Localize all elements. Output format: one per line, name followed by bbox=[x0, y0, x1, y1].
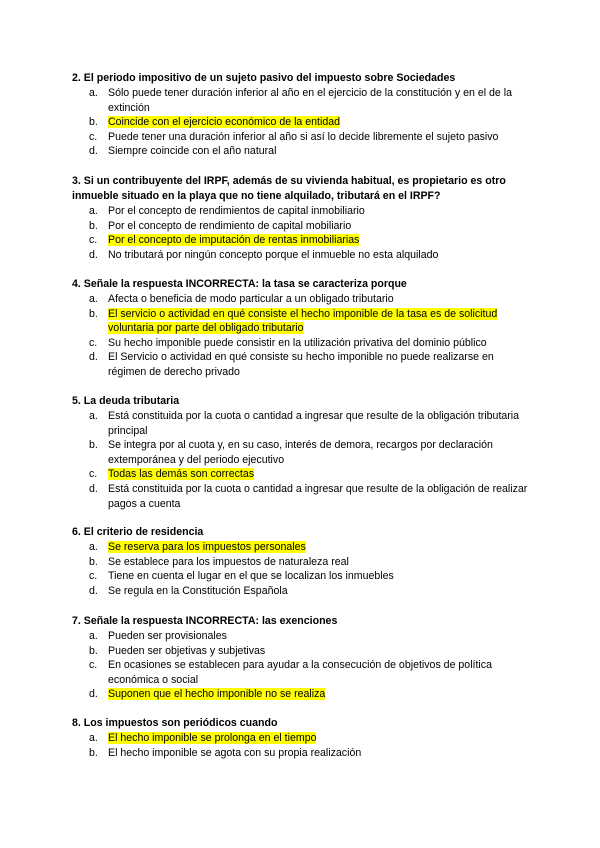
option-letter: b. bbox=[89, 555, 98, 568]
option-letter: d. bbox=[89, 248, 98, 261]
question-4 bbox=[72, 277, 532, 380]
option-letter: a. bbox=[89, 541, 98, 553]
option-text: Por el concepto de imputación de rentas inmobiliarias bbox=[108, 234, 360, 247]
question-7 bbox=[72, 614, 532, 702]
option-letter: b. bbox=[89, 116, 98, 129]
option-text: Se reserva para los impuestos personales bbox=[108, 541, 306, 553]
option-d bbox=[72, 248, 532, 263]
option-letter: c. bbox=[89, 468, 98, 481]
option-text: Puede tener una duración inferior al año si así lo decide libremente el sujeto pasivo bbox=[108, 130, 499, 143]
option-letter: c. bbox=[89, 234, 98, 247]
option-d bbox=[72, 584, 532, 599]
option-text: Suponen que el hecho imponible no se realiza bbox=[108, 688, 326, 701]
option-c bbox=[72, 569, 532, 584]
question-2 bbox=[72, 71, 532, 159]
option-list bbox=[72, 540, 532, 598]
option-letter: a. bbox=[89, 732, 98, 744]
option-text: Está constituida por la cuota o cantidad a ingresar que resulte de la obligación de realizar pagos a cuenta bbox=[108, 482, 528, 510]
option-text: Afecta o beneficia de modo particular a un obligado tributario bbox=[108, 293, 394, 305]
option-letter: c. bbox=[89, 336, 98, 349]
option-b bbox=[72, 307, 532, 336]
option-c bbox=[72, 233, 532, 248]
option-text: Por el concepto de rendimiento de capital mobiliario bbox=[108, 219, 352, 232]
question-6 bbox=[72, 525, 532, 598]
option-letter: d. bbox=[89, 584, 98, 597]
option-c bbox=[72, 130, 532, 145]
question-title: 8. Los impuestos son periódicos cuando bbox=[72, 717, 278, 729]
option-b bbox=[72, 746, 532, 761]
option-text: Se integra por al cuota y, en su caso, interés de demora, recargos por declaración extemporánea y del periodo ejecutivo bbox=[108, 439, 493, 466]
option-list bbox=[72, 204, 532, 262]
option-text: Se regula en la Constitución Española bbox=[108, 584, 288, 597]
option-a bbox=[72, 86, 532, 115]
question-title: 7. Señale la respuesta INCORRECTA: las exenciones bbox=[72, 615, 338, 627]
option-letter: c. bbox=[89, 570, 98, 583]
option-text: Tiene en cuenta el lugar en el que se localizan los inmuebles bbox=[108, 570, 394, 583]
option-letter: b. bbox=[89, 644, 98, 657]
option-a bbox=[72, 409, 532, 438]
option-letter: a. bbox=[89, 205, 98, 217]
option-text: El hecho imponible se agota con su propia realización bbox=[108, 746, 362, 759]
option-a bbox=[72, 731, 532, 746]
option-text: El servicio o actividad en qué consiste el hecho imponible de la tasa es de solicitud voluntaria por parte del obligado tributario bbox=[108, 307, 498, 335]
question-title: 2. El periodo impositivo de un sujeto pasivo del impuesto sobre Sociedades bbox=[72, 72, 456, 84]
option-text: Su hecho imponible puede consistir en la utilización privativa del dominio público bbox=[108, 336, 487, 349]
option-list bbox=[72, 292, 532, 380]
option-a bbox=[72, 629, 532, 644]
option-letter: c. bbox=[89, 659, 98, 672]
option-letter: b. bbox=[89, 439, 98, 452]
option-text: Está constituida por la cuota o cantidad a ingresar que resulte de la obligación tributaria principal bbox=[108, 410, 520, 437]
option-text: Pueden ser objetivas y subjetivas bbox=[108, 644, 266, 657]
option-b bbox=[72, 115, 532, 130]
option-text: Coincide con el ejercicio económico de la entidad bbox=[108, 116, 341, 129]
option-letter: a. bbox=[89, 293, 98, 305]
option-text: En ocasiones se establecen para ayudar a la consecución de objetivos de política económica o social bbox=[108, 659, 492, 686]
question-8 bbox=[72, 716, 532, 760]
option-letter: d. bbox=[89, 145, 98, 158]
option-b bbox=[72, 555, 532, 570]
question-title: 4. Señale la respuesta INCORRECTA: la tasa se caracteriza porque bbox=[72, 278, 407, 290]
option-list bbox=[72, 731, 532, 760]
option-letter: d. bbox=[89, 688, 98, 701]
option-text: Siempre coincide con el año natural bbox=[108, 145, 277, 158]
option-letter: b. bbox=[89, 307, 98, 320]
option-text: No tributará por ningún concepto porque el inmueble no esta alquilado bbox=[108, 248, 439, 261]
option-text: Sólo puede tener duración inferior al año en el ejercicio de la constitución y en el de la extinción bbox=[108, 87, 512, 114]
option-letter: d. bbox=[89, 482, 98, 495]
option-letter: d. bbox=[89, 351, 98, 364]
question-title: 6. El criterio de residencia bbox=[72, 526, 204, 538]
option-letter: b. bbox=[89, 219, 98, 232]
question-3 bbox=[72, 174, 532, 262]
option-letter: b. bbox=[89, 746, 98, 759]
question-title: 3. Si un contribuyente del IRPF, además de su vivienda habitual, es propietario es otro inmueble situado en la playa que no tiene alquilado, tributará en el IRPF? bbox=[72, 175, 506, 202]
question-title: 5. La deuda tributaria bbox=[72, 395, 180, 407]
option-letter: c. bbox=[89, 130, 98, 143]
option-text: El Servicio o actividad en qué consiste su hecho imponible no puede realizarse en régimen de derecho privado bbox=[108, 351, 494, 378]
option-text: Todas las demás son correctas bbox=[108, 468, 255, 481]
option-letter: a. bbox=[89, 630, 98, 642]
question-5 bbox=[72, 394, 532, 511]
option-letter: a. bbox=[89, 87, 98, 99]
option-list bbox=[72, 409, 532, 511]
option-d bbox=[72, 350, 532, 379]
option-d bbox=[72, 687, 532, 702]
option-list bbox=[72, 86, 532, 159]
option-a bbox=[72, 292, 532, 307]
option-c bbox=[72, 467, 532, 482]
option-d bbox=[72, 144, 532, 159]
option-b bbox=[72, 438, 532, 467]
option-text: Se establece para los impuestos de naturaleza real bbox=[108, 555, 349, 568]
option-text: Pueden ser provisionales bbox=[108, 630, 227, 642]
option-list bbox=[72, 629, 532, 702]
option-text: El hecho imponible se prolonga en el tiempo bbox=[108, 732, 317, 744]
option-c bbox=[72, 658, 532, 687]
option-b bbox=[72, 644, 532, 659]
option-a bbox=[72, 540, 532, 555]
option-d bbox=[72, 482, 532, 511]
option-letter: a. bbox=[89, 410, 98, 422]
option-text: Por el concepto de rendimientos de capital inmobiliario bbox=[108, 205, 365, 217]
option-a bbox=[72, 204, 532, 219]
option-b bbox=[72, 219, 532, 234]
option-c bbox=[72, 336, 532, 351]
